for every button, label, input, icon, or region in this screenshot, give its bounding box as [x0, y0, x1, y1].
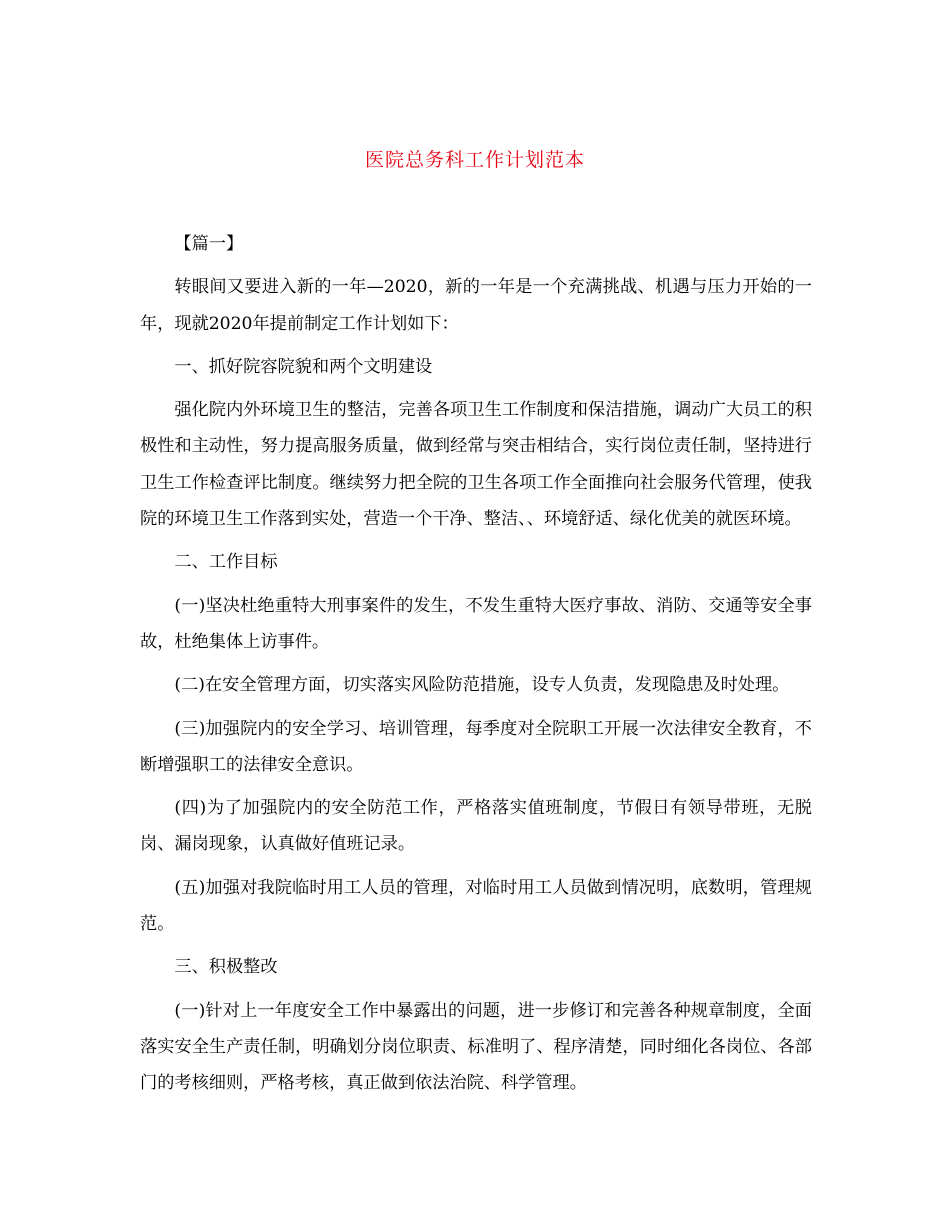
section-heading-1: 一、抓好院容院貌和两个文明建设	[174, 356, 433, 377]
document-title: 医院总务科工作计划范本	[364, 149, 585, 171]
section-heading-2: 二、工作目标	[174, 552, 278, 573]
rectify-item-1: (一)针对上一年度安全工作中暴露出的问题，进一步修订和完善各种规章制度，全面落实安全生产责任制，明确划分岗位职责、标准明了、程序清楚，同时细化各岗位、各部门的考核细则，严格考核，真正做到依法治院、科学管理。	[140, 1000, 812, 1094]
goal-item-3: (三)加强院内的安全学习、培训管理，每季度对全院职工开展一次法律安全教育，不断增强职工的法律安全意识。	[140, 718, 812, 775]
paragraph-hygiene: 强化院内外环境卫生的整洁，完善各项卫生工作制度和保洁措施，调动广大员工的积极性和主动性，努力提高服务质量，做到经常与突击相结合，实行岗位责任制，坚持进行卫生工作检查评比制度。继续努力把全院的卫生各项工作全面推向社会服务代管理，使我院的环境卫生工作落到实处，营造一个干净、整洁、、环境舒适、绿化优美的就医环境。	[140, 400, 812, 530]
document-body	[140, 226, 812, 1109]
goal-item-4: (四)为了加强院内的安全防范工作，严格落实值班制度，节假日有领导带班，无脱岗、漏岗现象，认真做好值班记录。	[140, 798, 812, 855]
goal-item-2: (二)在安全管理方面，切实落实风险防范措施，设专人负责，发现隐患及时处理。	[174, 675, 790, 696]
goal-item-5: (五)加强对我院临时用工人员的管理，对临时用工人员做到情况明，底数明，管理规范。	[140, 877, 812, 935]
section-heading-3: 三、积极整改	[174, 957, 278, 978]
section-heading-part-one: 【篇一】	[174, 234, 244, 254]
goal-item-1: (一)坚决杜绝重特大刑事案件的发生，不发生重特大医疗事故、消防、交通等安全事故，杜绝集体上访事件。	[140, 595, 812, 652]
intro-paragraph: 转眼间又要进入新的一年—2020，新的一年是一个充满挑战、机遇与压力开始的一年，现就2020年提前制定工作计划如下：	[140, 277, 812, 334]
